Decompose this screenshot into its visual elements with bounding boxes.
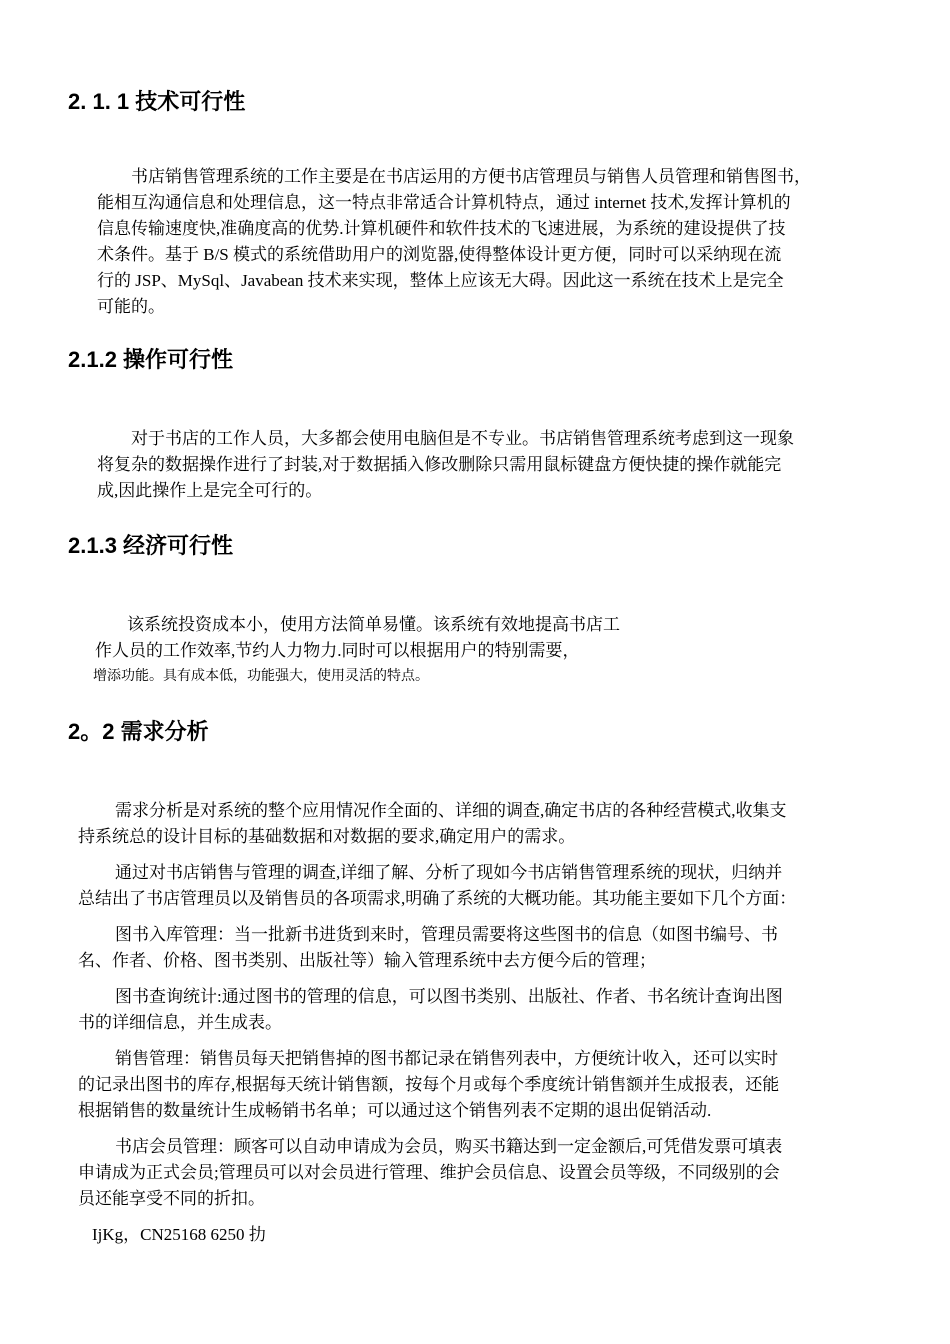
paragraph-book-stock-management (78, 922, 878, 974)
text-line: 增添功能。具有成本低，功能强大，使用灵活的特点。 (93, 669, 429, 684)
text-line: 的记录出图书的库存,根据每天统计销售额，按每个月或每个季度统计销售额并生成报表，还能 (78, 1075, 780, 1094)
text-line: 图书入库管理：当一批新书进货到来时，管理员需要将这些图书的信息（如图书编号、书 (115, 925, 778, 944)
text-line: 能相互沟通信息和处理信息，这一特点非常适合计算机特点，通过 internet 技术,发挥计算机的 (97, 193, 791, 212)
heading-technical-feasibility: 2. 1. 1 技术可行性 (68, 89, 246, 114)
text-line: 书店会员管理：顾客可以自动申请成为会员，购买书籍达到一定金额后,可凭借发票可填表 (115, 1137, 783, 1156)
text-line: 根据销售的数量统计生成畅销书名单；可以通过这个销售列表不定期的退出促销活动. (78, 1101, 712, 1120)
text-line: 书店销售管理系统的工作主要是在书店运用的方便书店管理员与销售人员管理和销售图书， (131, 167, 811, 186)
text-line: 申请成为正式会员;管理员可以对会员进行管理、维护会员信息、设置会员等级，不同级别的会 (78, 1163, 780, 1182)
paragraph-book-query-statistics (78, 984, 878, 1036)
text-line: 成,因此操作上是完全可行的。 (97, 481, 323, 500)
paragraph-requirements-intro (78, 798, 878, 850)
paragraph-sales-management (78, 1046, 878, 1124)
heading-operational-feasibility: 2.1.2 操作可行性 (68, 347, 234, 372)
text-line: 持系统总的设计目标的基础数据和对数据的要求,确定用户的需求。 (78, 827, 576, 846)
text-line: 对于书店的工作人员，大多都会使用电脑但是不专业。书店销售管理系统考虑到这一现象 (131, 429, 794, 448)
text-line: 信息传输速度快,准确度高的优势.计算机硬件和软件技术的飞速进展，为系统的建设提供了技 (97, 219, 786, 238)
paragraph-operational-feasibility (97, 426, 885, 504)
heading-economic-feasibility: 2.1.3 经济可行性 (68, 533, 234, 558)
paragraph-technical-feasibility (97, 164, 885, 320)
paragraph-requirements-summary (78, 860, 878, 912)
text-line: 可能的。 (97, 297, 165, 316)
text-line: 通过对书店销售与管理的调查,详细了解、分析了现如今书店销售管理系统的现状，归纳并 (115, 863, 783, 882)
paragraph-economic-feasibility (95, 612, 735, 690)
text-line: 书的详细信息，并生成表。 (78, 1013, 282, 1032)
text-line: 术条件。基于 B/S 模式的系统借助用户的浏览器,使得整体设计更方便，同时可以采纳现在流 (97, 245, 782, 264)
text-line: 行的 JSP、MySql、Javabean 技术来实现，整体上应该无大碍。因此这一系统在技术上是完全 (97, 271, 784, 290)
text-line: 需求分析是对系统的整个应用情况作全面的、详细的调查,确定书店的各种经营模式,收集支 (115, 801, 787, 820)
heading-requirements-analysis: 2。2 需求分析 (68, 719, 209, 744)
text-line: 员还能享受不同的折扣。 (78, 1189, 265, 1208)
paragraph-member-management (78, 1134, 878, 1212)
text-line: 总结出了书店管理员以及销售员的各项需求,明确了系统的大概功能。其功能主要如下几个方面： (78, 889, 797, 908)
text-line: 作人员的工作效率,节约人力物力.同时可以根据用户的特别需要， (95, 641, 580, 660)
text-line: 图书查询统计:通过图书的管理的信息，可以图书类别、出版社、作者、书名统计查询出图 (115, 987, 783, 1006)
text-line: 销售管理：销售员每天把销售掉的图书都记录在销售列表中，方便统计收入，还可以实时 (115, 1049, 778, 1068)
text-line: 名、作者、价格、图书类别、出版社等）输入管理系统中去方便今后的管理； (78, 951, 656, 970)
footer-text: IjKg，CN25168 6250 扐 (92, 1225, 266, 1244)
text-line: 该系统投资成本小，使用方法简单易懂。该系统有效地提高书店工 (127, 615, 620, 634)
text-line: 将复杂的数据操作进行了封装,对于数据插入修改删除只需用鼠标键盘方便快捷的操作就能完 (97, 455, 782, 474)
